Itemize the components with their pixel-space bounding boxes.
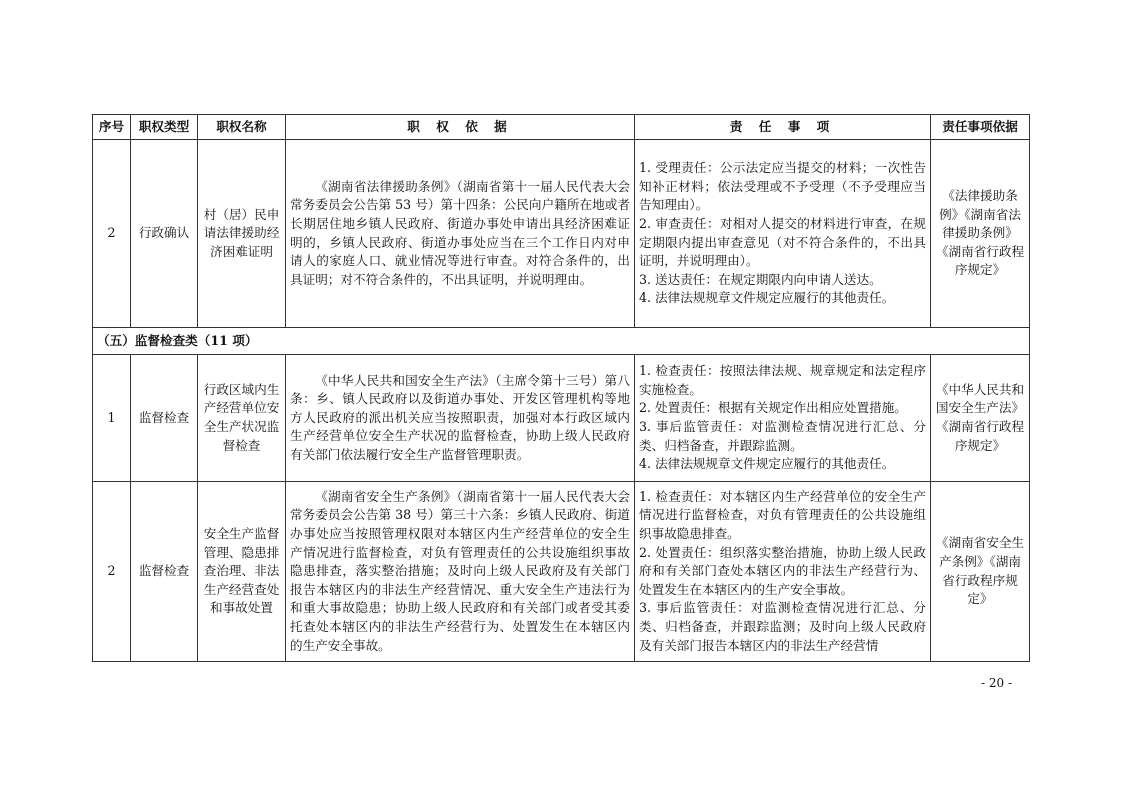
table-row: [93, 355, 1030, 482]
row-basis: 《湖南省法律援助条例》（湖南省第十一届人民代表大会常务委员会公告第 53 号）第十四条：公民向户籍所在地或者长期居住地乡镇人民政府、街道办事处申请出具经济困难证明的，乡镇人民政府、街道办事处应当在三个工作日内对申请人的家庭人口、就业情况等进行审查。对符合条件的，出具证明；对不符合条件的，不出具证明，并说明理由。: [286, 140, 635, 328]
row-type: 监督检查: [131, 355, 198, 482]
responsibility-item: 3. 事后监管责任：对监测检查情况进行汇总、分类、归档备查，并跟踪监测；及时向上级人民政府及有关部门报告本辖区内的非法生产经营情: [639, 600, 926, 653]
responsibility-item: 2. 处置责任：组织落实整治措施，协助上级人民政府和有关部门查处本辖区内的非法生产经营行为、处置发生在本辖区内的生产安全事故。: [639, 544, 926, 597]
row-type: 行政确认: [131, 140, 198, 328]
row-name: 安全生产监督管理、隐患排查治理、非法生产经营查处和事故处置: [198, 482, 286, 662]
row-resp-basis: 《湖南省安全生产条例》《湖南省行政程序规定》: [931, 482, 1030, 662]
table-row: [93, 140, 1030, 328]
row-name: 行政区域内生产经营单位安全生产状况监督检查: [198, 355, 286, 482]
responsibility-item: 3. 事后监管责任：对监测检查情况进行汇总、分类、归档备查，并跟踪监测。: [639, 419, 926, 453]
row-seq: 2: [93, 140, 131, 328]
section-title: （五）监督检查类（11 项）: [93, 328, 1030, 355]
responsibility-item: 4. 法律法规规章文件规定应履行的其他责任。: [639, 456, 895, 472]
table-row: [93, 482, 1030, 662]
row-basis: 《中华人民共和国安全生产法》（主席令第十三号）第八条：乡、镇人民政府以及街道办事处、开发区管理机构等地方人民政府的派出机关应当按照职责，加强对本行政区域内生产经营单位安全生产状况的监督检查，协助上级人民政府有关部门依法履行安全生产监督管理职责。: [286, 355, 635, 482]
row-resp-basis: 《中华人民共和国安全生产法》《湖南省行政程序规定》: [931, 355, 1030, 482]
header-basis: 职 权 依 据: [286, 115, 635, 140]
row-responsibilities: [635, 140, 931, 328]
responsibility-item: 4. 法律法规规章文件规定应履行的其他责任。: [639, 290, 895, 306]
row-name: 村（居）民申请法律援助经济困难证明: [198, 140, 286, 328]
responsibility-item: 3. 送达责任：在规定期限内向申请人送达。: [639, 271, 882, 287]
section-row: [93, 328, 1030, 355]
responsibility-item: 1. 受理责任：公示法定应当提交的材料；一次性告知补正材料；依法受理或不予受理（不予受理应当告知理由）。: [639, 160, 926, 213]
row-seq: 1: [93, 355, 131, 482]
row-responsibilities: [635, 482, 931, 662]
row-resp-basis: 《法律援助条例》《湖南省法律援助条例》《湖南省行政程序规定》: [931, 140, 1030, 328]
responsibility-item: 1. 检查责任：按照法律法规、规章规定和法定程序实施检查。: [639, 363, 926, 397]
responsibility-item: 2. 处置责任：根据有关规定作出相应处置措施。: [639, 400, 907, 416]
page-number: - 20 -: [980, 676, 1012, 690]
header-responsibilities: 责 任 事 项: [635, 115, 931, 140]
header-row: [93, 115, 1030, 140]
responsibility-table: [92, 114, 1030, 662]
responsibility-item: 2. 审查责任：对相对人提交的材料进行审查，在规定期限内提出审查意见（对不符合条件的，不出具证明，并说明理由）。: [639, 215, 926, 269]
row-seq: 2: [93, 482, 131, 662]
row-type: 监督检查: [131, 482, 198, 662]
header-seq: 序号: [93, 115, 131, 140]
header-name: 职权名称: [198, 115, 286, 140]
responsibility-item: 1. 检查责任：对本辖区内生产经营单位的安全生产情况进行监督检查，对负有管理责任的公共设施组织事故隐患排查。: [639, 488, 926, 542]
header-type: 职权类型: [131, 115, 198, 140]
row-basis: 《湖南省安全生产条例》（湖南省第十一届人民代表大会常务委员会公告第 38 号）第三十六条：乡镇人民政府、街道办事处应当按照管理权限对本辖区内生产经营单位的安全生产情况进行监督检查，对负有管理责任的公共设施组织事故隐患排查，落实整治措施；及时向上级人民政府及有关部门报告本辖区内的非法生产经营情况、重大安全生产违法行为和重大事故隐患；协助上级人民政府和有关部门或者受其委托查处本辖区内的非法生产经营行为、处置发生在本辖区内的生产安全事故。: [286, 482, 635, 662]
header-resp-basis: 责任事项依据: [931, 115, 1030, 140]
row-responsibilities: [635, 355, 931, 482]
